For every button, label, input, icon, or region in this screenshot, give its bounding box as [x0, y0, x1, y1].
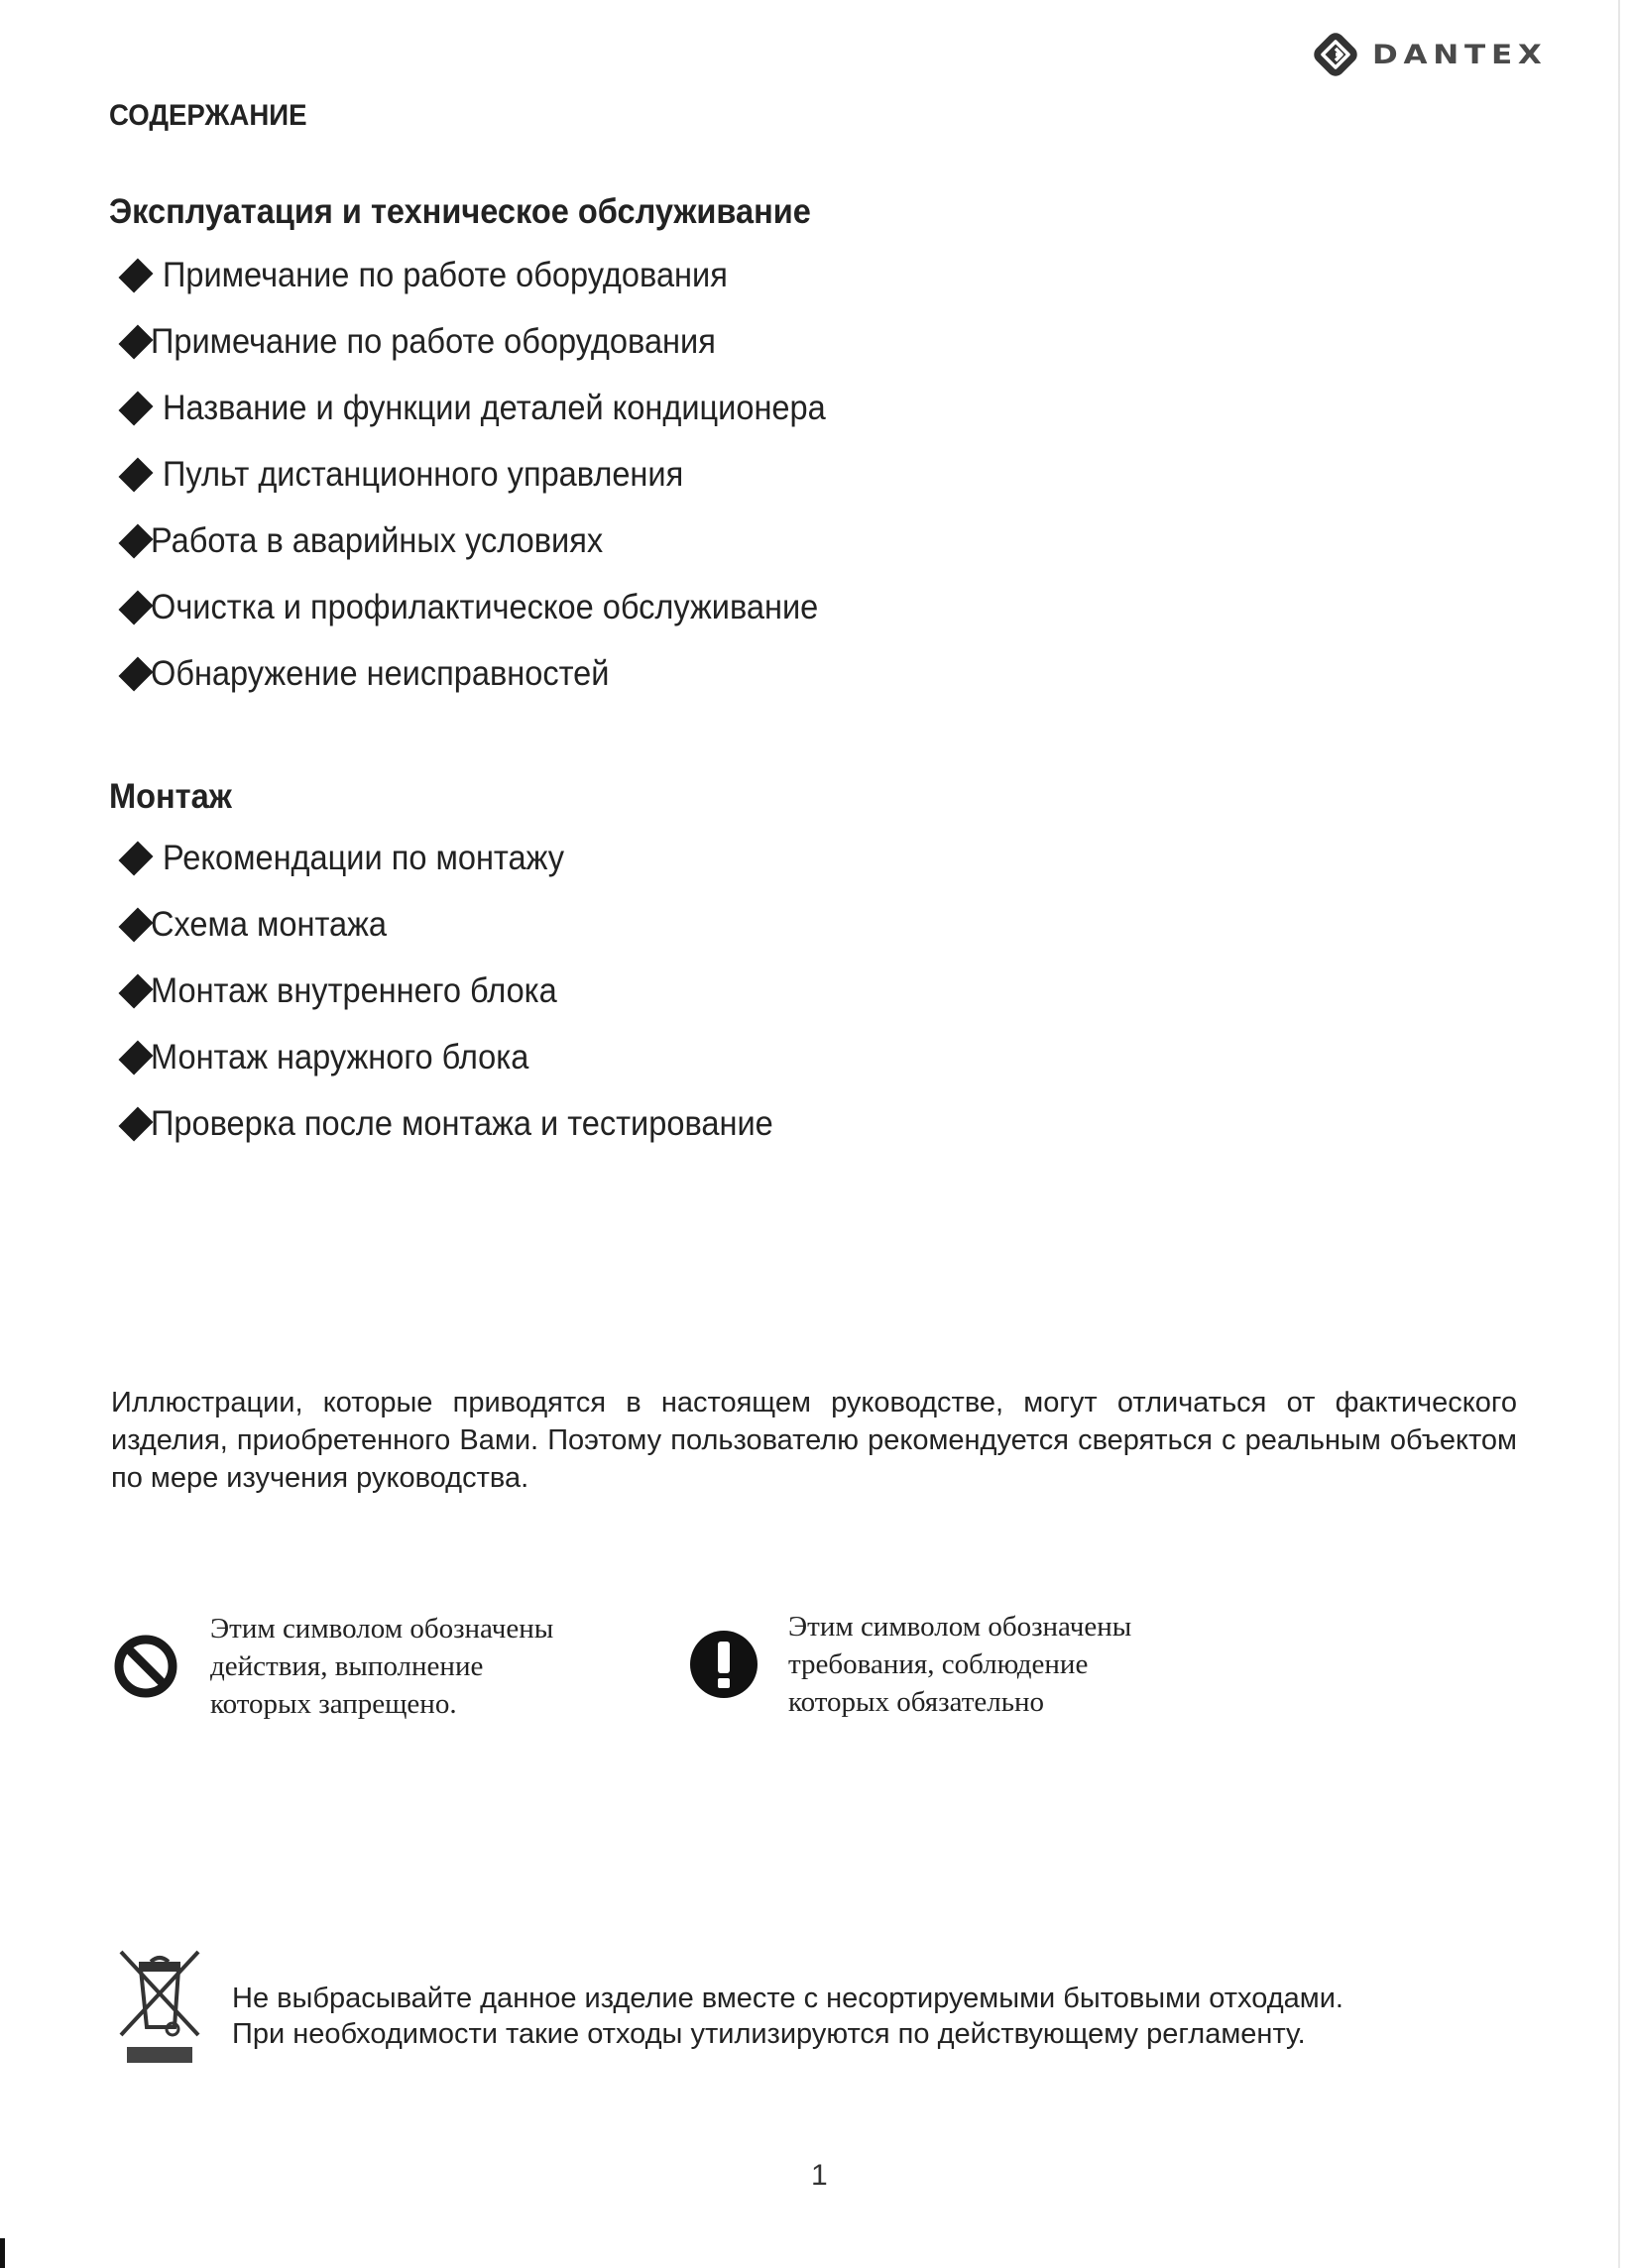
toc-item[interactable] — [109, 308, 875, 375]
toc-list — [109, 825, 820, 1157]
toc-item[interactable] — [109, 825, 820, 891]
toc-item-label: Примечание по работе оборудования — [151, 321, 716, 361]
toc-item[interactable] — [109, 574, 875, 640]
scan-corner-artifact — [0, 2238, 5, 2268]
diamond-bullet-icon — [118, 523, 153, 558]
diamond-bullet-icon — [118, 1040, 153, 1075]
toc-item-label: Работа в аварийных условиях — [151, 520, 604, 560]
disposal-notice — [232, 1981, 1343, 2052]
section-title: Монтаж — [109, 777, 232, 816]
toc-item[interactable] — [109, 441, 875, 508]
toc-item[interactable] — [109, 508, 875, 574]
diamond-bullet-icon — [118, 973, 153, 1008]
toc-item-label: Рекомендации по монтажу — [163, 838, 564, 877]
toc-item-label: Название и функции деталей кондиционера — [163, 388, 826, 427]
toc-section-operation — [109, 182, 875, 707]
diamond-bullet-icon — [118, 590, 153, 624]
toc-list — [109, 242, 875, 707]
toc-item[interactable] — [109, 891, 820, 958]
toc-item-label: Обнаружение неисправностей — [151, 653, 610, 693]
prohibited-symbol-note — [111, 1610, 553, 1723]
diamond-bullet-icon — [118, 656, 153, 691]
prohibited-icon — [111, 1632, 180, 1701]
toc-item[interactable] — [109, 958, 820, 1024]
scan-edge-artifact — [1618, 0, 1620, 2268]
diamond-bullet-icon — [118, 391, 153, 425]
brand-logo — [1309, 28, 1548, 81]
required-symbol-text: Этим символом обозначены требования, соблюдение которых обязательно — [788, 1611, 1132, 1718]
illustration-disclaimer: Иллюстрации, которые приводятся в настоящем руководстве, могут отличаться от фактического изделия, приобретенного Вами. Поэтому пользователю рекомендуется сверяться с реальным объектом по мере изучения руководства. — [111, 1387, 1517, 1494]
toc-item[interactable] — [109, 1090, 820, 1157]
toc-item[interactable] — [109, 375, 875, 441]
toc-item-label: Очистка и профилактическое обслуживание — [151, 587, 819, 626]
page-number: 1 — [811, 2159, 828, 2192]
required-symbol-note — [689, 1608, 1131, 1721]
exclamation-icon — [689, 1630, 759, 1699]
toc-item-label: Схема монтажа — [151, 904, 388, 944]
diamond-bullet-icon — [118, 258, 153, 292]
diamond-bullet-icon — [118, 841, 153, 875]
disposal-line: Не выбрасывайте данное изделие вместе с несортируемыми бытовыми отходами. — [232, 1983, 1343, 2014]
toc-item[interactable] — [109, 640, 875, 707]
diamond-bullet-icon — [118, 457, 153, 492]
disposal-line: При необходимости такие отходы утилизируются по действующему регламенту. — [232, 2018, 1306, 2050]
toc-title: СОДЕРЖАНИЕ — [109, 99, 307, 132]
toc-item[interactable] — [109, 242, 875, 308]
toc-item-label: Проверка после монтажа и тестирование — [151, 1103, 773, 1143]
toc-item-label: Пульт дистанционного управления — [163, 454, 684, 494]
crossed-bin-icon — [117, 1948, 202, 2067]
toc-item-label: Примечание по работе оборудования — [163, 255, 728, 294]
section-title: Эксплуатация и техническое обслуживание — [109, 192, 811, 231]
toc-item[interactable] — [109, 1024, 820, 1090]
toc-item-label: Монтаж наружного блока — [151, 1037, 529, 1077]
toc-section-installation — [109, 769, 820, 1157]
brand-name: DANTEX — [1372, 39, 1548, 70]
diamond-bullet-icon — [118, 907, 153, 942]
diamond-bullet-icon — [118, 1106, 153, 1141]
prohibited-symbol-text: Этим символом обозначены действия, выполнение которых запрещено. — [210, 1613, 554, 1720]
toc-item-label: Монтаж внутреннего блока — [151, 970, 557, 1010]
diamond-bullet-icon — [118, 324, 153, 359]
dantex-logo-icon — [1309, 28, 1362, 81]
